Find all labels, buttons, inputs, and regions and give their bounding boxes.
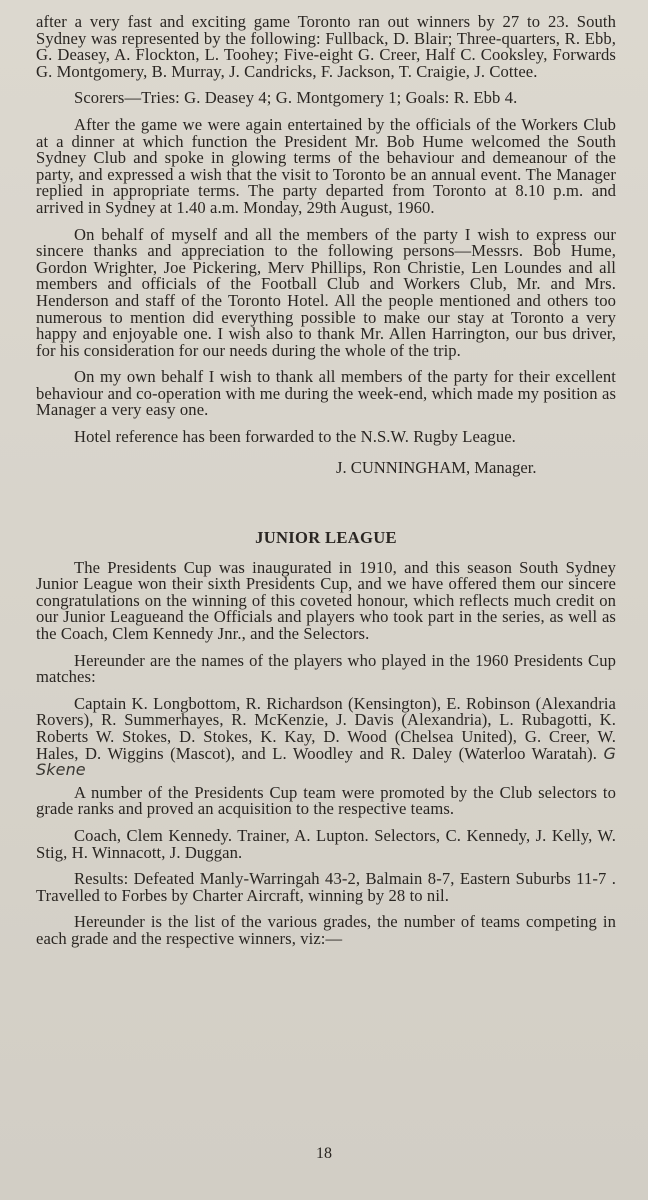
junior-league-heading: JUNIOR LEAGUE xyxy=(255,527,397,547)
players-intro: Hereunder are the names of the players who played in the 1960 Presidents Cup matches: xyxy=(36,650,616,687)
promoted-paragraph: A number of the Presidents Cup team were promoted by the Club selectors to grade ranks and proved an acquisition to the respective teams. xyxy=(36,782,616,819)
coach-paragraph: Coach, Clem Kennedy. Trainer, A. Lupton. Selectors, C. Kennedy, J. Kelly, W. Stig, H. Winnacott, J. Duggan. xyxy=(36,825,616,862)
after-game-paragraph: After the game we were again entertained by the officials of the Workers Club at a dinner at which function the President Mr. Bob Hume welcomed the South Sydney Club and spoke in glowing terms of the behaviour and demeanour of the party, and expressed a wish that the visit to Toronto be an annual event. The Manager replied in appropriate terms. The party departed from Toronto at 8.10 p.m. and arrived in Sydney at 1.40 a.m. Monday, 29th August, 1960. xyxy=(36,114,616,217)
scorers-line: Scorers—Tries: G. Deasey 4; G. Montgomery 1; Goals: R. Ebb 4. xyxy=(74,88,518,108)
players-list xyxy=(36,693,616,780)
thanks-paragraph: On behalf of myself and all the members of the party I wish to express our sincere thanks and appreciation to the following persons—Messrs. Bob Hume, Gordon Wrighter, Joe Pickering, Merv Phillips, Ron Christie, Len Loundes and all members and officials of the Football Club and Workers Club, Mr. and Mrs. Henderson and staff of the Toronto Hotel. All the people mentioned and others too numerous to mention did everything possible to make our stay at Toronto a very happy and enjoyable one. I wish also to thank Mr. Allen Harrington, our bus driver, for his consideration for our needs during the whole of the trip. xyxy=(36,224,616,360)
own-behalf-paragraph: On my own behalf I wish to thank all members of the party for their excellent behaviour and co-operation with me during the week-end, which made my position as Manager a very easy one. xyxy=(36,367,616,420)
manager-signature: J. CUNNINGHAM, Manager. xyxy=(336,457,537,477)
junior-league-intro: The Presidents Cup was inaugurated in 1910, and this season South Sydney Junior League won their sixth Presidents Cup, and we have offered them our sincere congratulations on the winning of this coveted honour, which reflects much credit on our Junior Leagueand the Officials and players who took part in the series, as well as the Coach, Clem Kennedy Jnr., and the Selectors. xyxy=(36,557,616,644)
grades-intro: Hereunder is the list of the various grades, the number of teams competing in each grade and the respective winners, viz:— xyxy=(36,912,616,948)
handwritten-annotation: G Skene xyxy=(36,743,616,780)
results-paragraph: Results: Defeated Manly-Warringah 43-2, Balmain 8-7, Eastern Suburbs 11-7 . Travelled to Forbes by Charter Aircraft, winning by 28 to nil. xyxy=(36,869,616,905)
page-number: 18 xyxy=(316,1145,332,1162)
hotel-reference-line: Hotel reference has been forwarded to the N.S.W. Rugby League. xyxy=(74,427,516,447)
continuation-paragraph: after a very fast and exciting game Toronto ran out winners by 27 to 23. South Sydney was represented by the following: Fullback, D. Blair; Three-quarters, R. Ebb, G. Deasey, A. Flockton, L. Toohey; Five-eight G. Creer, Half C. Cooksley, Forwards G. Montgomery, B. Murray, J. Candricks, F. Jackson, T. Craigie, J. Cottee. xyxy=(36,12,616,81)
players-list-text: Captain K. Longbottom, R. Richardson (Kensington), E. Robinson (Alexandria Rovers), R. Summerhayes, R. McKenzie, J. Davis (Alexandria), L. Rubagotti, K. Roberts W. Stokes, D. Stokes, K. Kay, D. Wood (Chelsea United), G. Creer, W. Hales, D. Wiggins (Mascot), and L. Woodley and R. Daley (Waterloo Waratah). xyxy=(36,693,616,763)
